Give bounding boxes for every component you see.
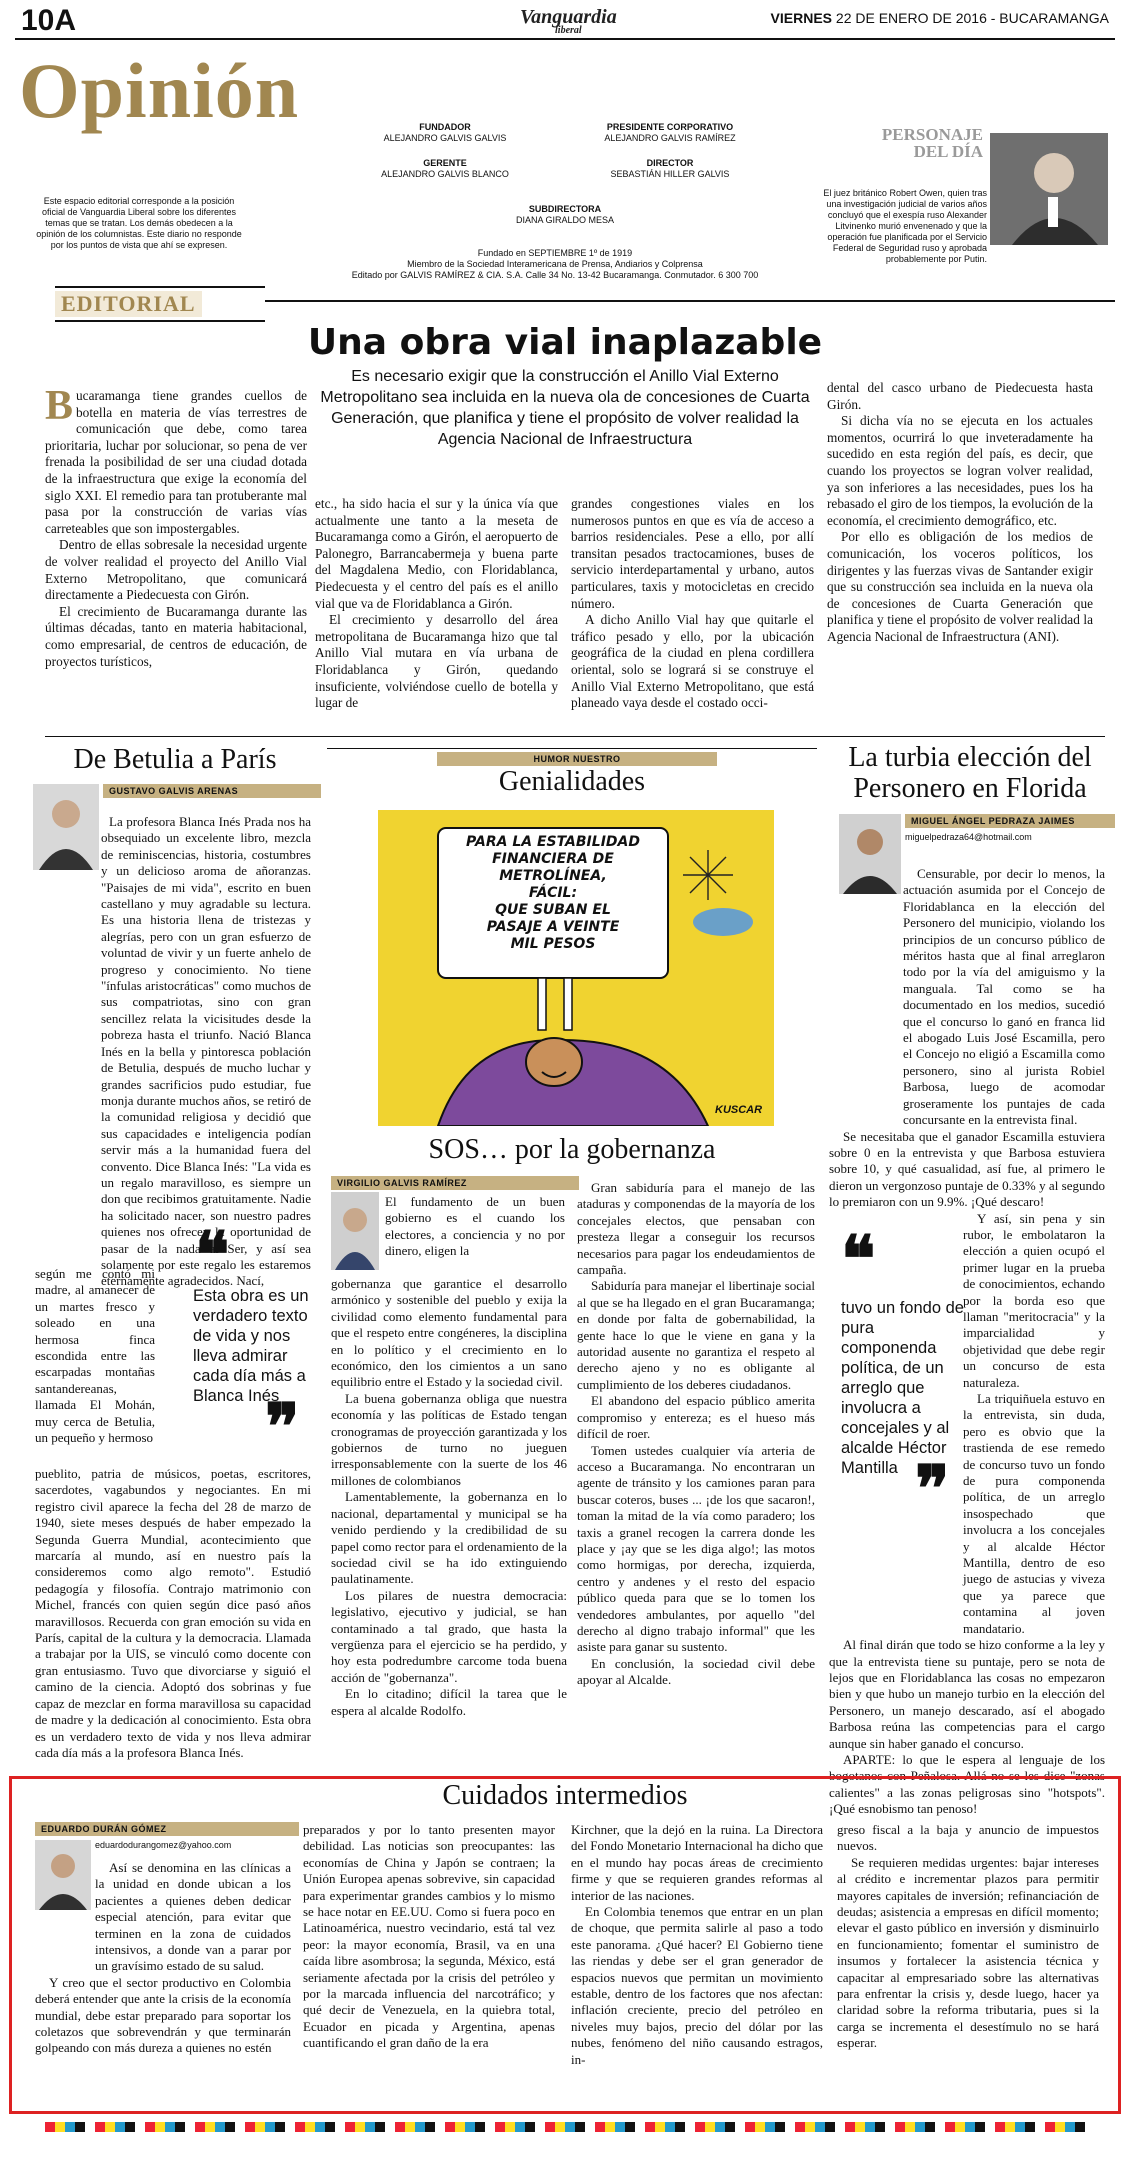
personaje-photo	[990, 133, 1108, 245]
staff-gerente-label: GERENTE	[423, 158, 467, 168]
column-paragraph: Los pilares de nuestra democracia: legislativo, ejecutivo y judicial, se han contaminado a tal grado, que hasta la vergüenza para el ejercicio se ha perdido, y hoy esta podredumbre carcome toda buena acción de "gobernanza".	[331, 1587, 567, 1685]
column-paragraph: El abandono del espacio público amerita compromiso y entereza; es el hueso más difícil de roer.	[577, 1393, 815, 1442]
founded-line: Fundado en SEPTIEMBRE 1º de 1919	[477, 248, 633, 258]
column-paragraph: En lo citadino; difícil la tarea que le espera al alcalde Rodolfo.	[331, 1686, 567, 1718]
edition-date-rest: 22 DE ENERO DE 2016 - BUCARAMANGA	[835, 10, 1109, 26]
staff-subdirectora-label: SUBDIRECTORA	[528, 204, 602, 214]
publisher-info	[345, 248, 765, 281]
column-paragraph: Gran sabiduría para el manejo de las ataduras y componendas de la mayoría de los concejales electos, que pensaban con presteza llegar a conseguir los recursos necesarios para pagar los endeudamientos de campaña.	[577, 1180, 815, 1278]
editorial-paragraph: Dentro de ellas sobresale la necesidad urgente de volver realidad el proyecto del Anillo Vial Externo Metropolitano, que comunicará directamente a Piedecuesta con Girón.	[45, 537, 307, 603]
column-paragraph: La triquiñuela estuvo en la entrevista, sin duda, pero es obvio que la trastienda de ese remedo de concurso tuvo un fondo de pura componenda política, de un arreglo insospechado que involucra a los concejales y al alcalde Héctor Mantilla, dentro de eso juego de astucias y viveza que ya parece que contamina al joven mandatario.	[963, 1391, 1105, 1636]
column-paragraph: La buena gobernanza obliga que nuestra economía y las políticas de Estado tengan cronogramas de proyección garantizada y los gobiernos de turno no jueguen irresponsablemente con la suerte de los 46 millones de colombianos	[331, 1390, 567, 1488]
section-title: Opinión	[19, 47, 300, 134]
close-quote-icon: ❞	[915, 1454, 950, 1525]
masthead-sub: liberal	[555, 25, 582, 36]
newspaper-page	[15, 0, 1115, 2150]
column-paragraph: Al final dirán que todo se hizo conforme a la ley y que la entrevista tiene su puntaje, pero se nota de lejos que en Floridablanca las cosas no empezaron bien y que hubo un manejo turbio en la elección del Personero, un manejo descarado, así el abogado Barbosa reúna las competencias para el cargo aunque sin haber ganado el concurso.	[829, 1637, 1105, 1751]
column-paragraph: Censurable, por decir lo menos, la actuación asumida por el Concejo de Floridablanca en la elección del Personero del municipio, violando los principios de un concurso público de méritos hasta que al final arreglaron todo por la vía del amiguismo y la manguala. Tal como se ha documentado en los medios, sucedió que el concurso lo ganó en franca lid el abogado Luis José Escamilla, pero el Concejo no eligió a Escamilla como personero, sino al jurista Robiel Barbosa, luego de acomodar groseramente los puntajes de cada concursante en la entrevista final.	[903, 866, 1105, 1128]
humor-title: Genialidades	[498, 766, 646, 797]
column-paragraph: La profesora Blanca Inés Prada nos ha obsequiado un excelente libro, mezcla de reminiscencias, historia, costumbres y un delicioso aroma de añoranzas. "Paisajes de mi vida", escrito en buen castellano y muy agradable su lectura. Es una historia llena de tristezas y alegrías, pero con un gran esfuerzo de voluntad de vivir y un fuerte anhelo de progreso y conocimiento. No tiene "ínfulas aristocráticas" como muchos de sus compatriotas, sino con gran sencillez relata la vicisitudes desde la pobreza hasta el triunfo. Nació Blanca Inés en la bella y pintoresca población de Betulia, después de mucho luchar y grandes sacrificios pudo estudiar, fue monja durante muchos años, se retiró de la comunidad religiosa y decidió que sus capacidades e inteligencia podían servir más a la humanidad fuera del convento. Dice Blanca Inés: "La vida es un regalo maravilloso, es siempre un don que recibimos gratuitamente. Nadie ha solicitado nacer, son nuestro padres quienes nos ofrecen la oportunidad de pasar de la nada al Ser, y así sea solamente por este regalo les estaremos eternamente agradecidos. Nací,	[101, 814, 311, 1289]
sos-col-1	[331, 1276, 567, 1719]
cuidados-col-1	[35, 1860, 291, 2057]
column-paragraph: preparados y por lo tanto presenten mayor debilidad. Las noticias son preocupantes: las economías de China y Japón se contraen; la Unión Europea apenas sobrevive, sin capacidad para experimentar grandes cambios y lo mismo se hace notar en EE.UU. Como si fuera poco en Latinoamérica, nuestro vecindario, está tal vez peor: la mayor economía, Brasil, va en una caída libre asombrosa; la segunda, México, está seriamente afectada por la crisis del petróleo y por la marcada influencia del narcotráfico; y qué decir de Venezuela, en la quiebra total, Ecuador en picada y Argentina, apenas cuantificando el gran daño de la era	[303, 1822, 555, 2051]
column-title-sos: SOS… por la gobernanza	[428, 1134, 716, 1165]
edition-date	[771, 10, 1109, 26]
open-quote-icon: ❝	[195, 1220, 230, 1291]
section-note: Este espacio editorial corresponde a la posición oficial de Vanguardia Liberal sobre los diferentes temas que se tratan. Los demás obedecen a la opinión de los columnistas. Este diario no responde por los puntos de vista que ahí se expresen.	[36, 196, 242, 250]
cuidados-col-4	[837, 1822, 1099, 2052]
author-email: miguelpedraza64@hotmail.com	[905, 832, 1032, 842]
column-paragraph: Así se denomina en las clínicas a la unidad en donde ubican a los pacientes a quienes deben dedicar especial atención, para evitar que terminen en la zona de cuidados intensivos, a donde van a parar por un gravísimo estado de su salud.	[95, 1860, 291, 1974]
staff-director-name: SEBASTIÁN HILLER GALVIS	[610, 169, 730, 179]
staff-fundador	[345, 122, 545, 144]
portrait-image	[331, 1192, 379, 1270]
editorial-paragraph: etc., ha sido hacia el sur y la única vía que actualmente une tanto a la meseta de Bucaramanga como a Girón, el aeropuerto de Palonegro, Barrancabermeja y buena parte del Magdalena Medio, con Floridablanca, Piedecuesta y el centro del país es el anillo vial que va de Floridablanca a Girón.	[315, 496, 558, 611]
staff-subdirectora	[455, 204, 675, 226]
divider	[265, 300, 1115, 302]
editorial-headline: Una obra vial inaplazable	[307, 322, 823, 363]
column-title-cuidados: Cuidados intermedios	[442, 1780, 688, 1811]
page-number: 10A	[21, 4, 77, 37]
author-photo	[331, 1192, 379, 1270]
author-byline: VIRGILIO GALVIS RAMÍREZ	[331, 1176, 579, 1190]
staff-gerente-name: ALEJANDRO GALVIS BLANCO	[381, 169, 509, 179]
staff-fundador-label: FUNDADOR	[419, 122, 471, 132]
staff-presidente-name: ALEJANDRO GALVIS RAMÍREZ	[604, 133, 736, 143]
editorial-paragraph: dental del casco urbano de Piedecuesta hasta Girón.	[827, 380, 1093, 412]
masthead-logo	[520, 6, 617, 36]
divider	[327, 748, 817, 749]
humor-label: HUMOR NUESTRO	[437, 752, 717, 766]
column-title-betulia: De Betulia a París	[73, 744, 277, 775]
staff-subdirectora-name: DIANA GIRALDO MESA	[515, 215, 615, 225]
author-email: eduardodurangomez@yahoo.com	[95, 1840, 232, 1850]
editorial-col-1	[45, 383, 307, 670]
column-paragraph: Se necesitaba que el ganador Escamilla estuviera sobre 0 en la entrevista y que Barbosa estuviera sobre 10, y qué casualidad, así fue, al primero le dieron un vergonzoso puntaje de 0.33% y al segundo lo premiaron con un 9.9%. ¡Qué descaro!	[829, 1128, 1105, 1210]
pull-quote: Esta obra es un verdadero texto de vida y nos lleva admirar cada día más a Blanca Inés	[193, 1287, 309, 1405]
column-paragraph: APARTE: lo que le espera al lenguaje de los bogotanos con Peñalosa. Allá no se les dice "zonas calientes" a las zonas peligrosas sino "hotspots". ¡Qué esnobismo tan penoso!	[829, 1751, 1105, 1817]
staff-gerente	[345, 158, 545, 180]
cartoon-bubble-text: PARA LA ESTABILIDAD FINANCIERA DE METROLÍNEA, FÁCIL: QUE SUBAN EL PASAJE A VEINTE MIL PESOS	[466, 834, 640, 952]
drop-cap: B	[45, 383, 74, 429]
masthead-name: Vanguardia	[520, 6, 617, 28]
staff-director	[565, 158, 775, 180]
column-paragraph: Kirchner, que la dejó en la ruina. La Directora del Fondo Monetario Internacional ha dicho que en el mundo hay pocas áreas de crecimiento firme y que se requieren grandes reformas al interior de las naciones.	[571, 1822, 823, 1903]
color-registration-bar	[45, 2122, 1085, 2132]
cuidados-col-2	[303, 1822, 555, 2052]
column-paragraph: según me contó mi madre, al amanecer de un martes fresco y soleado en una hermosa finca escondida entre las escarpadas montañas santandereanas, llamada El Mohán, muy cerca de Betulia, un pequeño y hermoso	[35, 1266, 155, 1446]
column-paragraph: Tomen ustedes cualquier vía arteria de acceso a Bucaramanga. No encontraran un agente de tránsito y los camiones paran para buscar coteros, buses ... ¡de los que sacaron!, toman la mitad de la vía como paradero; los taxis a granel recogen la carrera donde les place y ¡ay que se les diga algo!; las motos como hormigas, por derecha, izquierda, centro y andenes y el resto del espacio público queda para que se lo tomen los vendedores ambulantes, por aquello "del derecho al digno trabajo informal" que les asiste para ganar su sustento.	[577, 1442, 815, 1655]
editorial-paragraph: Por ello es obligación de los medios de comunicación, los voceros políticos, los dirigentes y las fuerzas vivas de Santander exigir que su construcción sea incluida en la nueva ola de concesiones de Cuarta Generación que planifica y tiene el propósito de volver realidad la Agencia Nacional de Infraestructura (ANI).	[827, 529, 1093, 644]
column-paragraph: gobernanza que garantice el desarrollo armónico y sostenible del pueblo y exija la civilidad como elemento fundamental para que el respeto entre congéneres, la disciplina en lo político y el crecimiento en lo económico, den los cimientos a un sano equilibrio entre el Estado y la sociedad civil.	[331, 1276, 567, 1390]
editorial-col-4	[827, 380, 1093, 646]
editorial-paragraph: A dicho Anillo Vial hay que quitarle el tráfico pesado y ello, por la ubicación geográfica de la ciudad en plena cordillera oriental, solo se logrará si se construye el Anillo Vial Externo Metropolitano, que está planeado vaya desde el costado occi-	[571, 612, 814, 711]
pull-quote: tuvo un fondo de pura componenda política, de un arreglo que involucra a concejales y al alcalde Héctor Mantilla	[841, 1299, 964, 1477]
edited-line: Editado por GALVIS RAMÍREZ & CIA. S.A. Calle 34 No. 13-42 Bucaramanga. Conmutador. 6 300 700	[351, 270, 759, 280]
column-paragraph: En conclusión, la sociedad civil debe apoyar al Alcalde.	[577, 1655, 815, 1688]
column-paragraph: Sabiduría para manejar el libertinaje social al que se ha llegado en el gran Bucaramanga; en donde por falta de gobernabilidad, la gente hace lo que le viene en gana y la autoridad ausente no garantiza el respeto al derecho ajeno y no es obligante al cumplimiento de los deberes ciudadanos.	[577, 1278, 815, 1392]
close-quote-icon: ❞	[265, 1392, 300, 1463]
author-byline: GUSTAVO GALVIS ARENAS	[103, 784, 321, 798]
personaje-title: PERSONAJE DEL DÍA	[881, 125, 983, 161]
staff-fundador-name: ALEJANDRO GALVIS GALVIS	[383, 133, 507, 143]
sos-col-2	[577, 1180, 815, 1689]
editorial-paragraph: El crecimiento y desarrollo del área metropolitana de Bucaramanga hizo que tal Anillo Vial mutara en vía urbana de Floridablanca y Girón, quedando insuficiente, volviéndose cuello de botella y lugar de	[315, 612, 558, 711]
member-line: Miembro de la Sociedad Interamericana de Prensa, Andiarios y Colprensa	[407, 259, 703, 269]
column-paragraph: pueblito, patria de músicos, poetas, escritores, sacerdotes, vagabundos y negociantes. En mi registro civil aparece la fecha del 28 de marzo de 1940, siete meses después de haber empezado la Segunda Guerra Mundial, acontecimiento que marcaría al mundo, así en nuestro país la consideremos como algo remoto". Estudió pedagogía y filosofía. Contrajo matrimonio con Michel, francés con quien según dice pasó años maravillosos. Recuerda con gran emoción su vida en París, capital de la cultura y la democracia. Llamada a trabajar por la UIS, se vinculó como docente con gran entusiasmo. Tuvo que divorciarse y siguió el camino de la ciencia. Adoptó dos sobrinas y fue capaz de mezclar en forma maravillosa su capacidad de madre y la dedicación al conocimiento. Esta obra es un verdadero texto de vida y nos lleva admirar cada día más a la profesora Blanca Inés.	[35, 1466, 311, 1760]
personaje-text: El juez británico Robert Owen, quien tras una investigación judicial de varios años concluyó que el exespía ruso Alexander Litvinenko murió envenenado y que la operación fue planificada por el Servicio Federal de Seguridad ruso y aprobada probablemente por Putin.	[823, 188, 987, 264]
editorial-paragraph: Si dicha vía no se ejecuta en los actuales momentos, ocurrirá lo que inveteradamente ha sucedido en esta región del país, es decir, que cuando los proyectos se logran volver realidad, ya son inferiores a las necesidades, pues los ha rebasado el giro de los tiempos, la evolución de la economía, el crecimiento demográfico, etc.	[827, 413, 1093, 528]
editorial-paragraph: grandes congestiones viales en los numerosos puntos en que es vía de acceso a barrios residenciales. Pese a ello, por allí transitan pesados tractocamiones, buses de servicio interdepartamental y urbano, autos particulares, taxis y motocicletas en crecido número.	[571, 496, 814, 611]
betulia-body-bottom	[35, 1466, 311, 1761]
sos-body-intro	[385, 1194, 565, 1260]
editorial-label: EDITORIAL	[55, 291, 202, 317]
betulia-body-top	[35, 814, 311, 1290]
cuidados-col-3	[571, 1822, 823, 2068]
top-bar	[15, 2, 1115, 40]
divider	[45, 736, 1105, 737]
betulia-body-mid	[35, 1266, 155, 1446]
column-paragraph: Se requieren medidas urgentes: bajar intereses al crédito e incrementar plazos para permitir mayores capitales de inversión; refinanciación de deudas; asistencia a empresas en difícil momento; elevar el gasto público en inversión y disminuirlo en funcionamiento; fomentar el suministro de insumos y fortalecer la asistencia técnica y capacitar al empresariado sobre las alternativas para enfrentar la crisis y, desde luego, hacer ya claridad sobre la reforma tributaria, pues si la carga se incrementa el desestímulo no se hará esperar.	[837, 1854, 1099, 2051]
column-paragraph: En Colombia tenemos que entrar en un plan de choque, que permita salirle al paso a todo este panorama. ¿Qué hacer? El Gobierno tiene las riendas y debe ser el gran generador de espacios nuevos que permitan un movimiento estable, dentro de los factores que nos afectan: inflación creciente, precio del petróleo en niveles muy bajos, precio del dólar por las nubes, fenómeno del niño causando estragos, in-	[571, 1904, 823, 2067]
staff-presidente	[565, 122, 775, 144]
column-paragraph: Y así, sin pena y sin rubor, le embolataron la elección a quien ocupó el primer lugar en la prueba de conocimientos, echando por la borda eso que llaman "meritocracia" y la imparcialidad y objetividad que debe regir un concurso de esta naturaleza.	[963, 1210, 1105, 1390]
editorial-label-bar	[55, 286, 265, 322]
column-paragraph: El fundamento de un buen gobierno es el cuando los electores, a conciencia y no por dinero, eligen la	[385, 1194, 565, 1259]
cartoon-signature: KUSCAR	[715, 1104, 763, 1116]
author-byline: EDUARDO DURÁN GÓMEZ	[35, 1822, 299, 1836]
portrait-image	[990, 133, 1108, 245]
staff-director-label: DIRECTOR	[646, 158, 694, 168]
column-paragraph: Lamentablemente, la gobernanza en lo nacional, departamental y municipal se ha venido perdiendo y la credibilidad de su papel como rector para el ordenamiento de la sociedad civil se ha ido extinguiendo paulatinamente.	[331, 1489, 567, 1587]
staff-presidente-label: PRESIDENTE CORPORATIVO	[606, 122, 734, 132]
edition-day: VIERNES	[770, 10, 833, 26]
editorial-col-2	[315, 496, 558, 712]
open-quote-icon: ❝	[841, 1224, 876, 1295]
column-paragraph: greso fiscal a la baja y anuncio de impuestos nuevos.	[837, 1822, 1099, 1854]
editorial-paragraph: Bucaramanga tiene grandes cuellos de botella en materia de vías terrestres de comunicación que debe, como tarea prioritaria, luchar por solucionar, so pena de ver frenada la posibilidad de ser una ciudad dotada de la infraestructura que exige la economía del siglo XXI. El remedio para tan protuberante mal pasa por la construcción de varias vías carreteables que son impostergables.	[45, 383, 307, 536]
column-paragraph: Y creo que el sector productivo en Colombia deberá entender que ante la crisis de la economía mundial, debe estar preparado para soportar los coletazos que sobrevendrán y que terminarán golpeando con más dureza a quienes no estén	[35, 1974, 291, 2056]
editorial-col-3	[571, 496, 814, 712]
editorial-deck: Es necesario exigir que la construcción el Anillo Vial Externo Metropolitano sea incluida en la nueva ola de concesiones de Cuarta Generación, que planifica y tiene el propósito de volver realidad la Agencia Nacional de Infraestructura	[320, 368, 810, 448]
column-title-turbia: La turbia elección del Personero en Florida	[848, 742, 1092, 804]
editorial-paragraph: El crecimiento de Bucaramanga durante las últimas décadas, tanto en materia habitacional, como empresarial, de centros de educación, de proyectos turísticos,	[45, 603, 307, 669]
author-byline: MIGUEL ÁNGEL PEDRAZA JAIMES	[905, 814, 1115, 828]
